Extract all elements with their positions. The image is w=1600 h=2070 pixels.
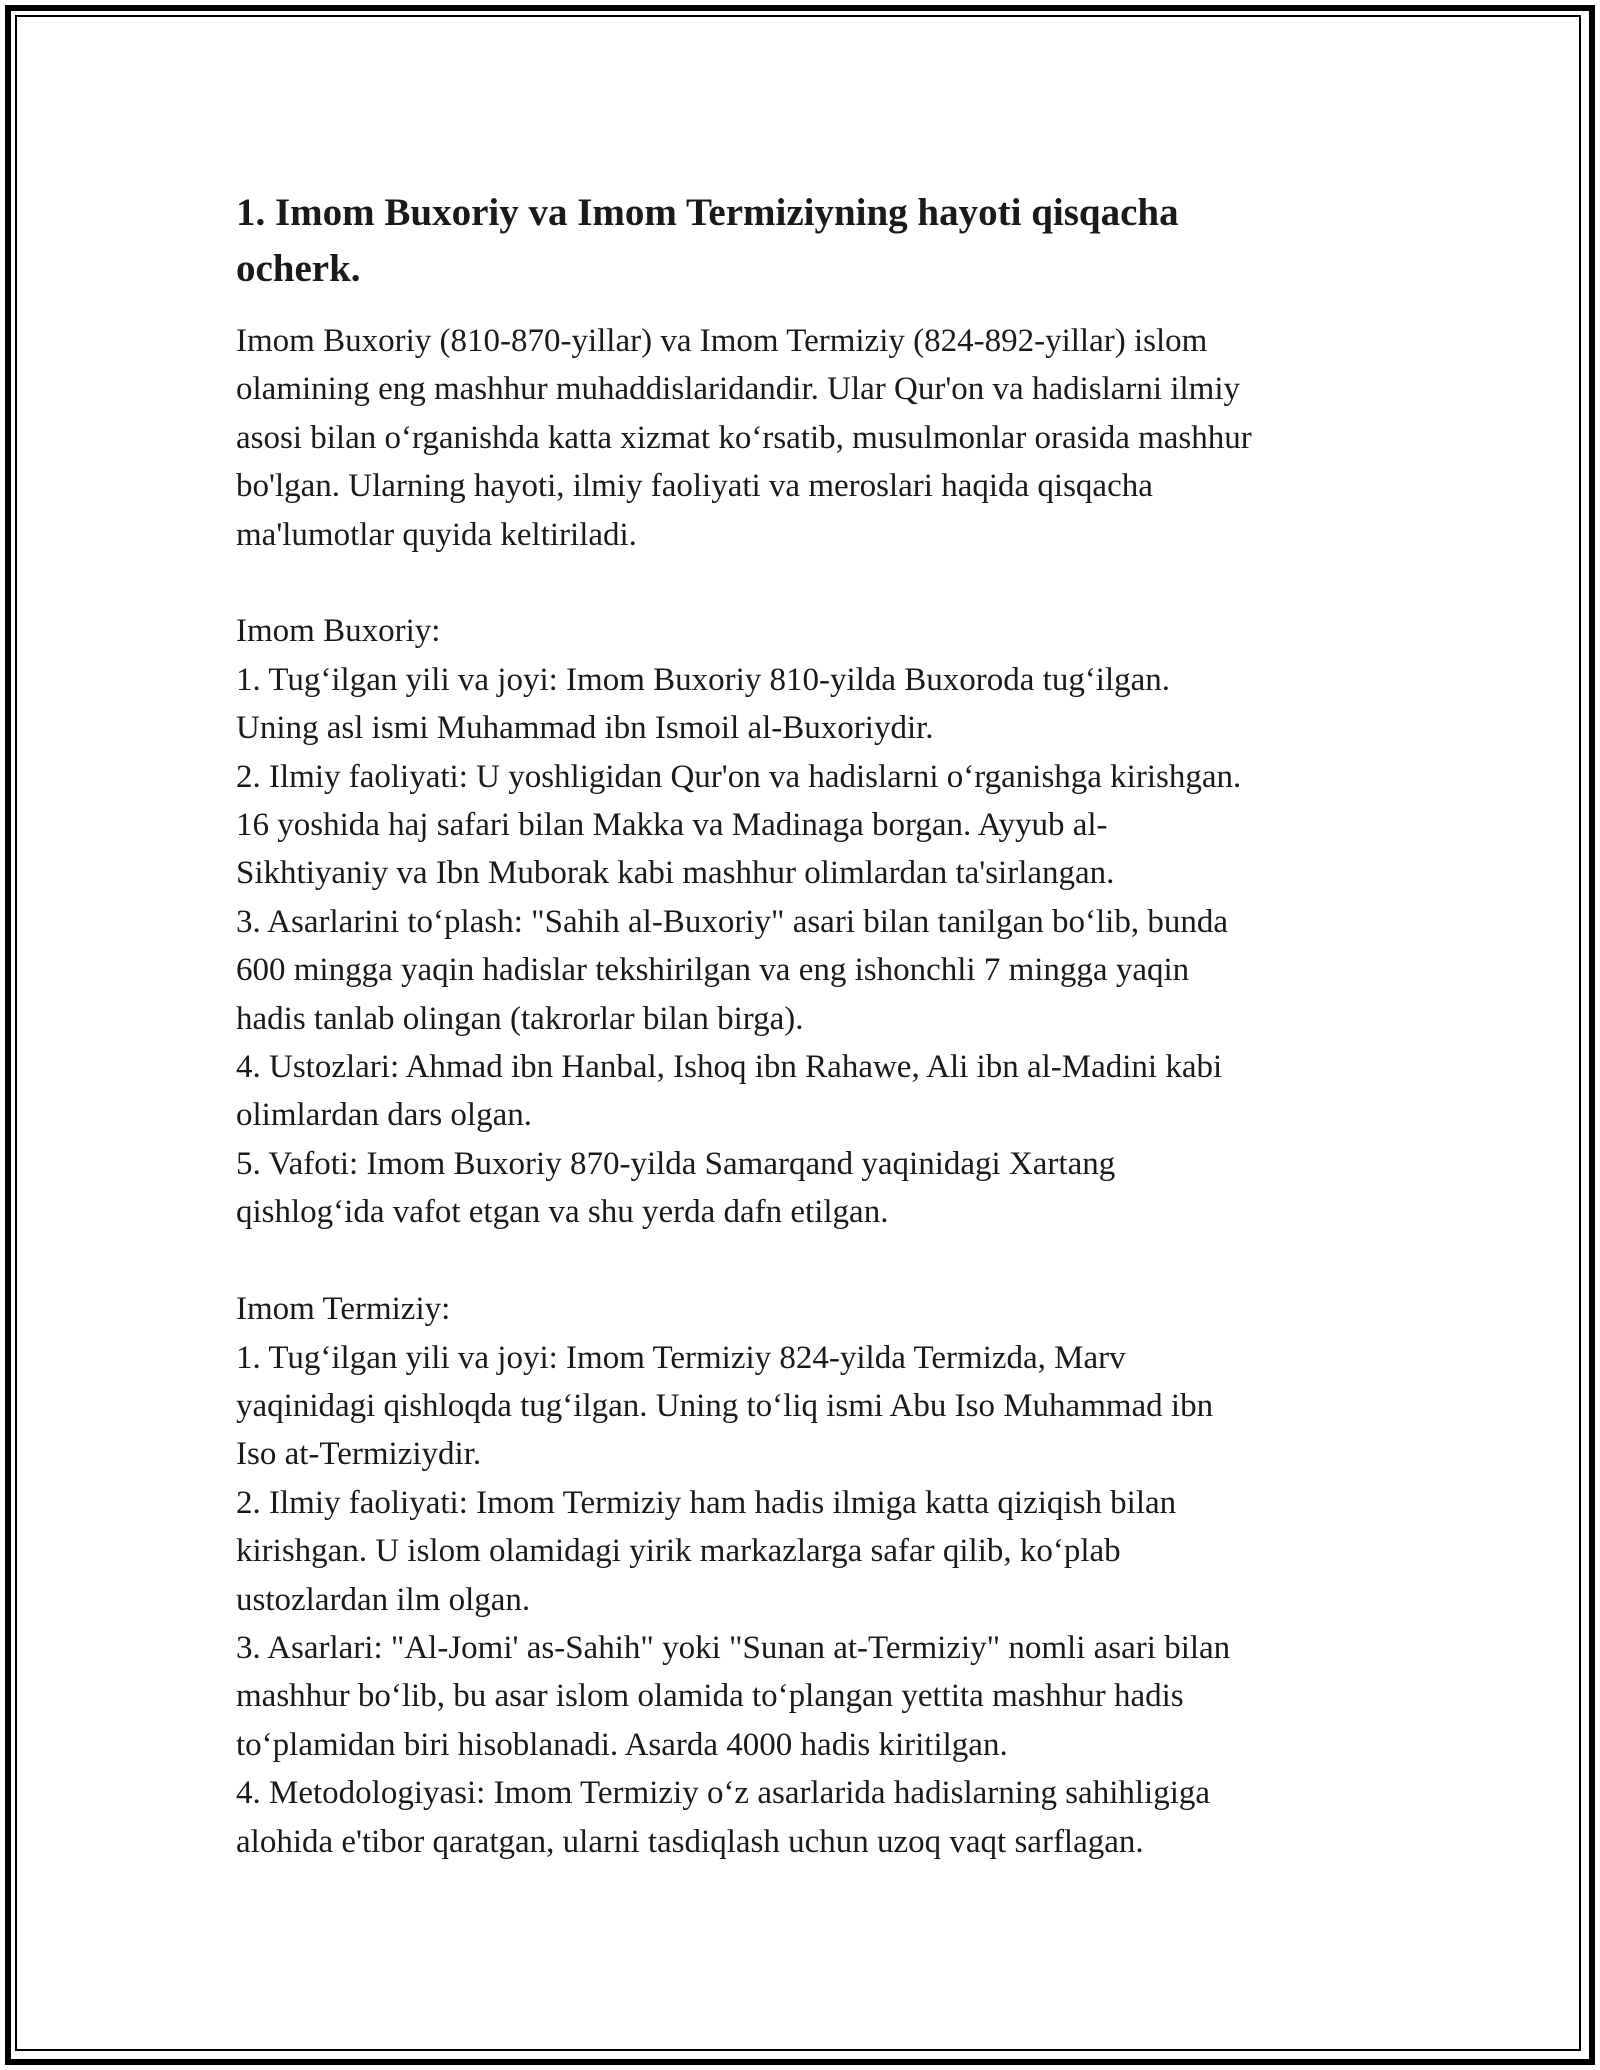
text-line: hadis tanlab olingan (takrorlar bilan birga). (236, 1000, 804, 1037)
text-line: asosi bilan o‘rganishda katta xizmat ko‘rsatib, musulmonlar orasida mashhur (236, 419, 1252, 456)
text-line: qishlog‘ida vafot etgan va shu yerda dafn etilgan. (236, 1194, 889, 1231)
section-buxoriy (236, 607, 1376, 1236)
text-line: to‘plamidan biri hisoblanadi. Asarda 4000 hadis kiritilgan. (236, 1726, 1008, 1763)
text-line: Uning asl ismi Muhammad ibn Ismoil al-Buxoriydir. (236, 710, 934, 747)
text-line: 1. Tug‘ilgan yili va joyi: Imom Termiziy 824-yilda Termizda, Marv (236, 1339, 1126, 1376)
text-line: 2. Ilmiy faoliyati: U yoshligidan Qur'on va hadislarni o‘rganishga kirishgan. (236, 758, 1242, 795)
text-line: olamining eng mashhur muhaddislaridandir. Ular Qur'on va hadislarni ilmiy (236, 371, 1241, 408)
text-line: 1. Tug‘ilgan yili va joyi: Imom Buxoriy 810-yilda Buxoroda tug‘ilgan. (236, 661, 1171, 698)
text-line: mashhur bo‘lib, bu asar islom olamida to‘plangan yettita mashhur hadis (236, 1678, 1184, 1715)
section-termiziy (236, 1285, 1376, 1866)
text-line: 3. Asarlari: "Al-Jomi' as-Sahih" yoki "Sunan at-Termiziy" nomli asari bilan (236, 1629, 1231, 1666)
text-line: alohida e'tibor qaratgan, ularni tasdiqlash uchun uzoq vaqt sarflagan. (236, 1823, 1144, 1860)
text-line: ustozlardan ilm olgan. (236, 1581, 531, 1618)
text-line: kirishgan. U islom olamidagi yirik markazlarga safar qilib, ko‘plab (236, 1533, 1121, 1570)
document-body (236, 185, 1376, 1866)
section-heading: Imom Termiziy: (236, 1291, 451, 1328)
text-line: 4. Ustozlari: Ahmad ibn Hanbal, Ishoq ibn Rahawe, Ali ibn al-Madini kabi (236, 1049, 1223, 1086)
text-line: 5. Vafoti: Imom Buxoriy 870-yilda Samarqand yaqinidagi Xartang (236, 1145, 1116, 1182)
paragraph-gap (236, 1237, 1376, 1285)
text-line: 600 mingga yaqin hadislar tekshirilgan va eng ishonchli 7 mingga yaqin (236, 952, 1190, 989)
text-line: 3. Asarlarini to‘plash: "Sahih al-Buxoriy" asari bilan tanilgan bo‘lib, bunda (236, 903, 1228, 940)
section-heading: Imom Buxoriy: (236, 613, 441, 650)
text-line: 2. Ilmiy faoliyati: Imom Termiziy ham hadis ilmiga katta qiziqish bilan (236, 1484, 1177, 1521)
text-line: ma'lumotlar quyida keltiriladi. (236, 516, 637, 553)
text-line: 16 yoshida haj safari bilan Makka va Madinaga borgan. Ayyub al- (236, 807, 1108, 844)
text-line: bo'lgan. Ularning hayoti, ilmiy faoliyati va meroslari haqida qisqacha (236, 468, 1153, 505)
text-line: 4. Metodologiyasi: Imom Termiziy o‘z asarlarida hadislarning sahihligiga (236, 1775, 1211, 1812)
text-line: Iso at-Termiziydir. (236, 1436, 482, 1473)
text-line: Imom Buxoriy (810-870-yillar) va Imom Termiziy (824-892-yillar) islom (236, 323, 1208, 359)
paragraph-gap (236, 559, 1376, 607)
text-line: yaqinidagi qishloqda tug‘ilgan. Uning to‘liq ismi Abu Iso Muhammad ibn (236, 1387, 1214, 1424)
text-line: Sikhtiyaniy va Ibn Muborak kabi mashhur olimlardan ta'sirlangan. (236, 855, 1115, 892)
text-line: olimlardan dars olgan. (236, 1097, 533, 1134)
document-title: 1. Imom Buxoriy va Imom Termiziyning hayoti qisqacha ocherk. (236, 191, 1179, 290)
intro-paragraph (236, 317, 1376, 559)
